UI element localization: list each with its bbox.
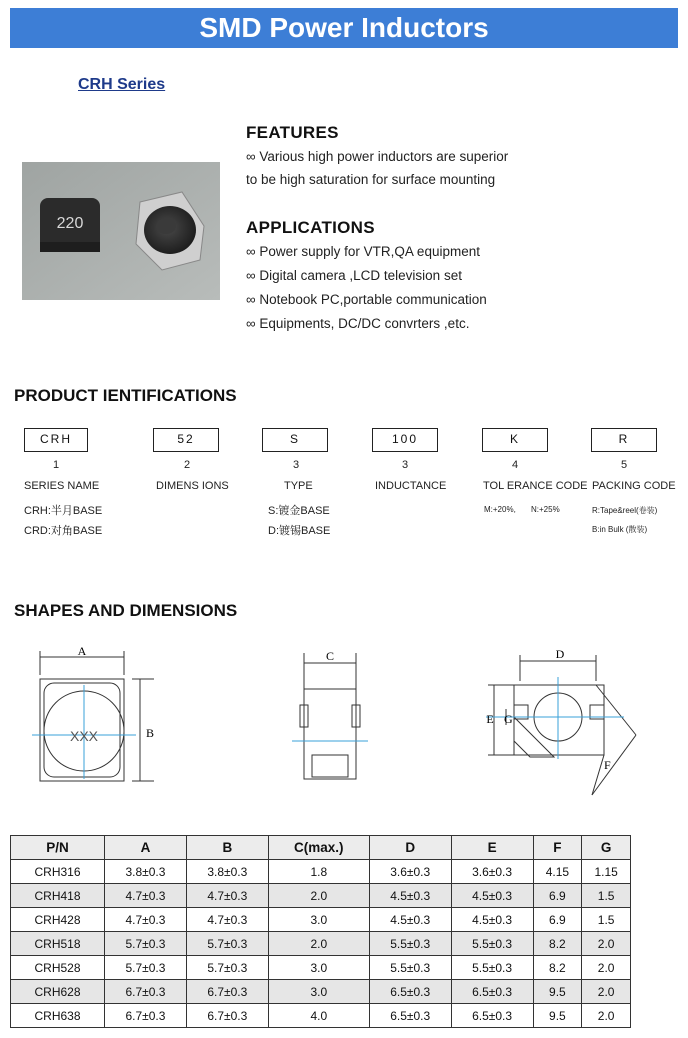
col-header: G	[582, 836, 631, 860]
dim-label-d: D	[555, 647, 565, 661]
table-cell: 4.7±0.3	[105, 908, 187, 932]
tolerance-note: N:+25%	[531, 505, 560, 514]
series-note: CRH:半月BASE	[24, 505, 103, 517]
table-cell: 5.7±0.3	[105, 956, 187, 980]
table-cell: 2.0	[582, 932, 631, 956]
table-cell: 6.7±0.3	[186, 980, 268, 1004]
table-cell: 6.9	[533, 908, 582, 932]
table-cell: 1.5	[582, 884, 631, 908]
table-cell: 2.0	[268, 932, 369, 956]
col-header: P/N	[11, 836, 105, 860]
code-label: TYPE	[284, 480, 313, 492]
table-cell: 1.8	[268, 860, 369, 884]
table-cell: CRH418	[11, 884, 105, 908]
bottom-view-drawing	[484, 645, 644, 805]
side-view-drawing	[290, 645, 370, 785]
dim-label-e: E	[486, 712, 494, 726]
col-header: E	[451, 836, 533, 860]
code-number: 2	[184, 459, 191, 471]
table-cell: 4.5±0.3	[451, 884, 533, 908]
code-number: 3	[293, 459, 300, 471]
col-header: C(max.)	[268, 836, 369, 860]
table-cell: 6.5±0.3	[369, 1004, 451, 1028]
product-photo	[22, 162, 220, 300]
table-cell: 4.5±0.3	[451, 908, 533, 932]
table-cell: 3.0	[268, 980, 369, 1004]
applications-line: ∞ Power supply for VTR,QA equipment	[246, 244, 480, 259]
code-number: 5	[621, 459, 628, 471]
table-cell: 5.5±0.3	[369, 956, 451, 980]
table-row	[11, 860, 631, 884]
packing-note: B:in Bulk (散装)	[592, 525, 648, 534]
table-row	[11, 884, 631, 908]
table-cell: 2.0	[582, 980, 631, 1004]
code-label: TOL ERANCE CODE	[483, 480, 588, 492]
table-cell: 4.7±0.3	[186, 908, 268, 932]
table-cell: CRH528	[11, 956, 105, 980]
table-cell: 3.0	[268, 956, 369, 980]
applications-line: ∞ Digital camera ,LCD television set	[246, 268, 462, 283]
table-cell: 3.8±0.3	[186, 860, 268, 884]
table-cell: 4.7±0.3	[186, 884, 268, 908]
table-cell: 4.15	[533, 860, 582, 884]
shapes-heading: SHAPES AND DIMENSIONS	[14, 601, 238, 620]
table-cell: 1.5	[582, 908, 631, 932]
code-box-packing: R	[591, 428, 657, 452]
table-cell: 9.5	[533, 980, 582, 1004]
code-box-type: S	[262, 428, 328, 452]
code-label: SERIES NAME	[24, 480, 100, 492]
table-cell: 6.7±0.3	[105, 980, 187, 1004]
dim-label-c: C	[325, 649, 335, 663]
features-line: ∞ Various high power inductors are superior	[246, 149, 509, 164]
code-box-inductance: 100	[372, 428, 438, 452]
part-marking: 220	[56, 215, 84, 232]
table-header-row	[11, 836, 631, 860]
table-cell: 5.7±0.3	[186, 956, 268, 980]
table-cell: 4.5±0.3	[369, 884, 451, 908]
page-title: SMD Power Inductors	[10, 8, 678, 48]
dimensions-table	[10, 835, 631, 1028]
col-header: B	[186, 836, 268, 860]
applications-line: ∞ Notebook PC,portable communication	[246, 292, 487, 307]
col-header: F	[533, 836, 582, 860]
table-cell: 6.5±0.3	[451, 980, 533, 1004]
table-cell: CRH518	[11, 932, 105, 956]
table-cell: CRH628	[11, 980, 105, 1004]
series-title: CRH Series	[78, 76, 166, 93]
table-cell: 6.5±0.3	[369, 980, 451, 1004]
top-view-drawing	[28, 645, 158, 785]
table-row	[11, 1004, 631, 1028]
table-cell: 4.5±0.3	[369, 908, 451, 932]
type-note: S:镀金BASE	[268, 505, 330, 517]
series-note: CRD:对角BASE	[24, 525, 103, 537]
dim-label-a: A	[77, 645, 87, 658]
table-cell: 5.5±0.3	[369, 932, 451, 956]
code-label: DIMENS IONS	[156, 480, 229, 492]
marking-label: XXX	[69, 728, 99, 744]
table-cell: 2.0	[268, 884, 369, 908]
table-cell: 3.8±0.3	[105, 860, 187, 884]
table-row	[11, 908, 631, 932]
dim-label-g: G	[504, 712, 513, 726]
table-row	[11, 932, 631, 956]
code-number: 1	[53, 459, 60, 471]
dim-label-b: B	[146, 726, 155, 740]
table-cell: 6.7±0.3	[105, 1004, 187, 1028]
table-cell: 6.9	[533, 884, 582, 908]
table-row	[11, 980, 631, 1004]
code-label: PACKING CODE	[592, 480, 676, 492]
code-number: 3	[402, 459, 409, 471]
code-box-dimensions: 52	[153, 428, 219, 452]
table-cell: 2.0	[582, 1004, 631, 1028]
table-cell: 8.2	[533, 932, 582, 956]
tolerance-note: M:+20%,	[484, 505, 516, 514]
col-header: D	[369, 836, 451, 860]
table-cell: 5.5±0.3	[451, 932, 533, 956]
features-heading: FEATURES	[246, 123, 339, 142]
table-cell: CRH428	[11, 908, 105, 932]
code-label: INDUCTANCE	[375, 480, 447, 492]
table-cell: 6.7±0.3	[186, 1004, 268, 1028]
table-cell: 8.2	[533, 956, 582, 980]
code-number: 4	[512, 459, 519, 471]
table-row	[11, 956, 631, 980]
code-box-tolerance: K	[482, 428, 548, 452]
table-cell: 4.7±0.3	[105, 884, 187, 908]
type-note: D:镀锡BASE	[268, 525, 331, 537]
applications-line: ∞ Equipments, DC/DC convrters ,etc.	[246, 316, 470, 331]
applications-heading: APPLICATIONS	[246, 218, 375, 237]
ident-heading: PRODUCT IENTIFICATIONS	[14, 386, 237, 405]
features-line: to be high saturation for surface mounting	[246, 172, 496, 187]
table-cell: 9.5	[533, 1004, 582, 1028]
packing-note: R:Tape&reel(卷装)	[592, 506, 658, 515]
table-cell: CRH638	[11, 1004, 105, 1028]
table-cell: 5.7±0.3	[105, 932, 187, 956]
table-cell: 5.7±0.3	[186, 932, 268, 956]
table-cell: CRH316	[11, 860, 105, 884]
table-cell: 1.15	[582, 860, 631, 884]
table-cell: 4.0	[268, 1004, 369, 1028]
table-cell: 5.5±0.3	[451, 956, 533, 980]
dim-label-f: F	[604, 758, 611, 772]
table-cell: 6.5±0.3	[451, 1004, 533, 1028]
table-cell: 3.6±0.3	[451, 860, 533, 884]
code-box-series: CRH	[24, 428, 88, 452]
table-cell: 3.0	[268, 908, 369, 932]
col-header: A	[105, 836, 187, 860]
table-cell: 2.0	[582, 956, 631, 980]
table-cell: 3.6±0.3	[369, 860, 451, 884]
